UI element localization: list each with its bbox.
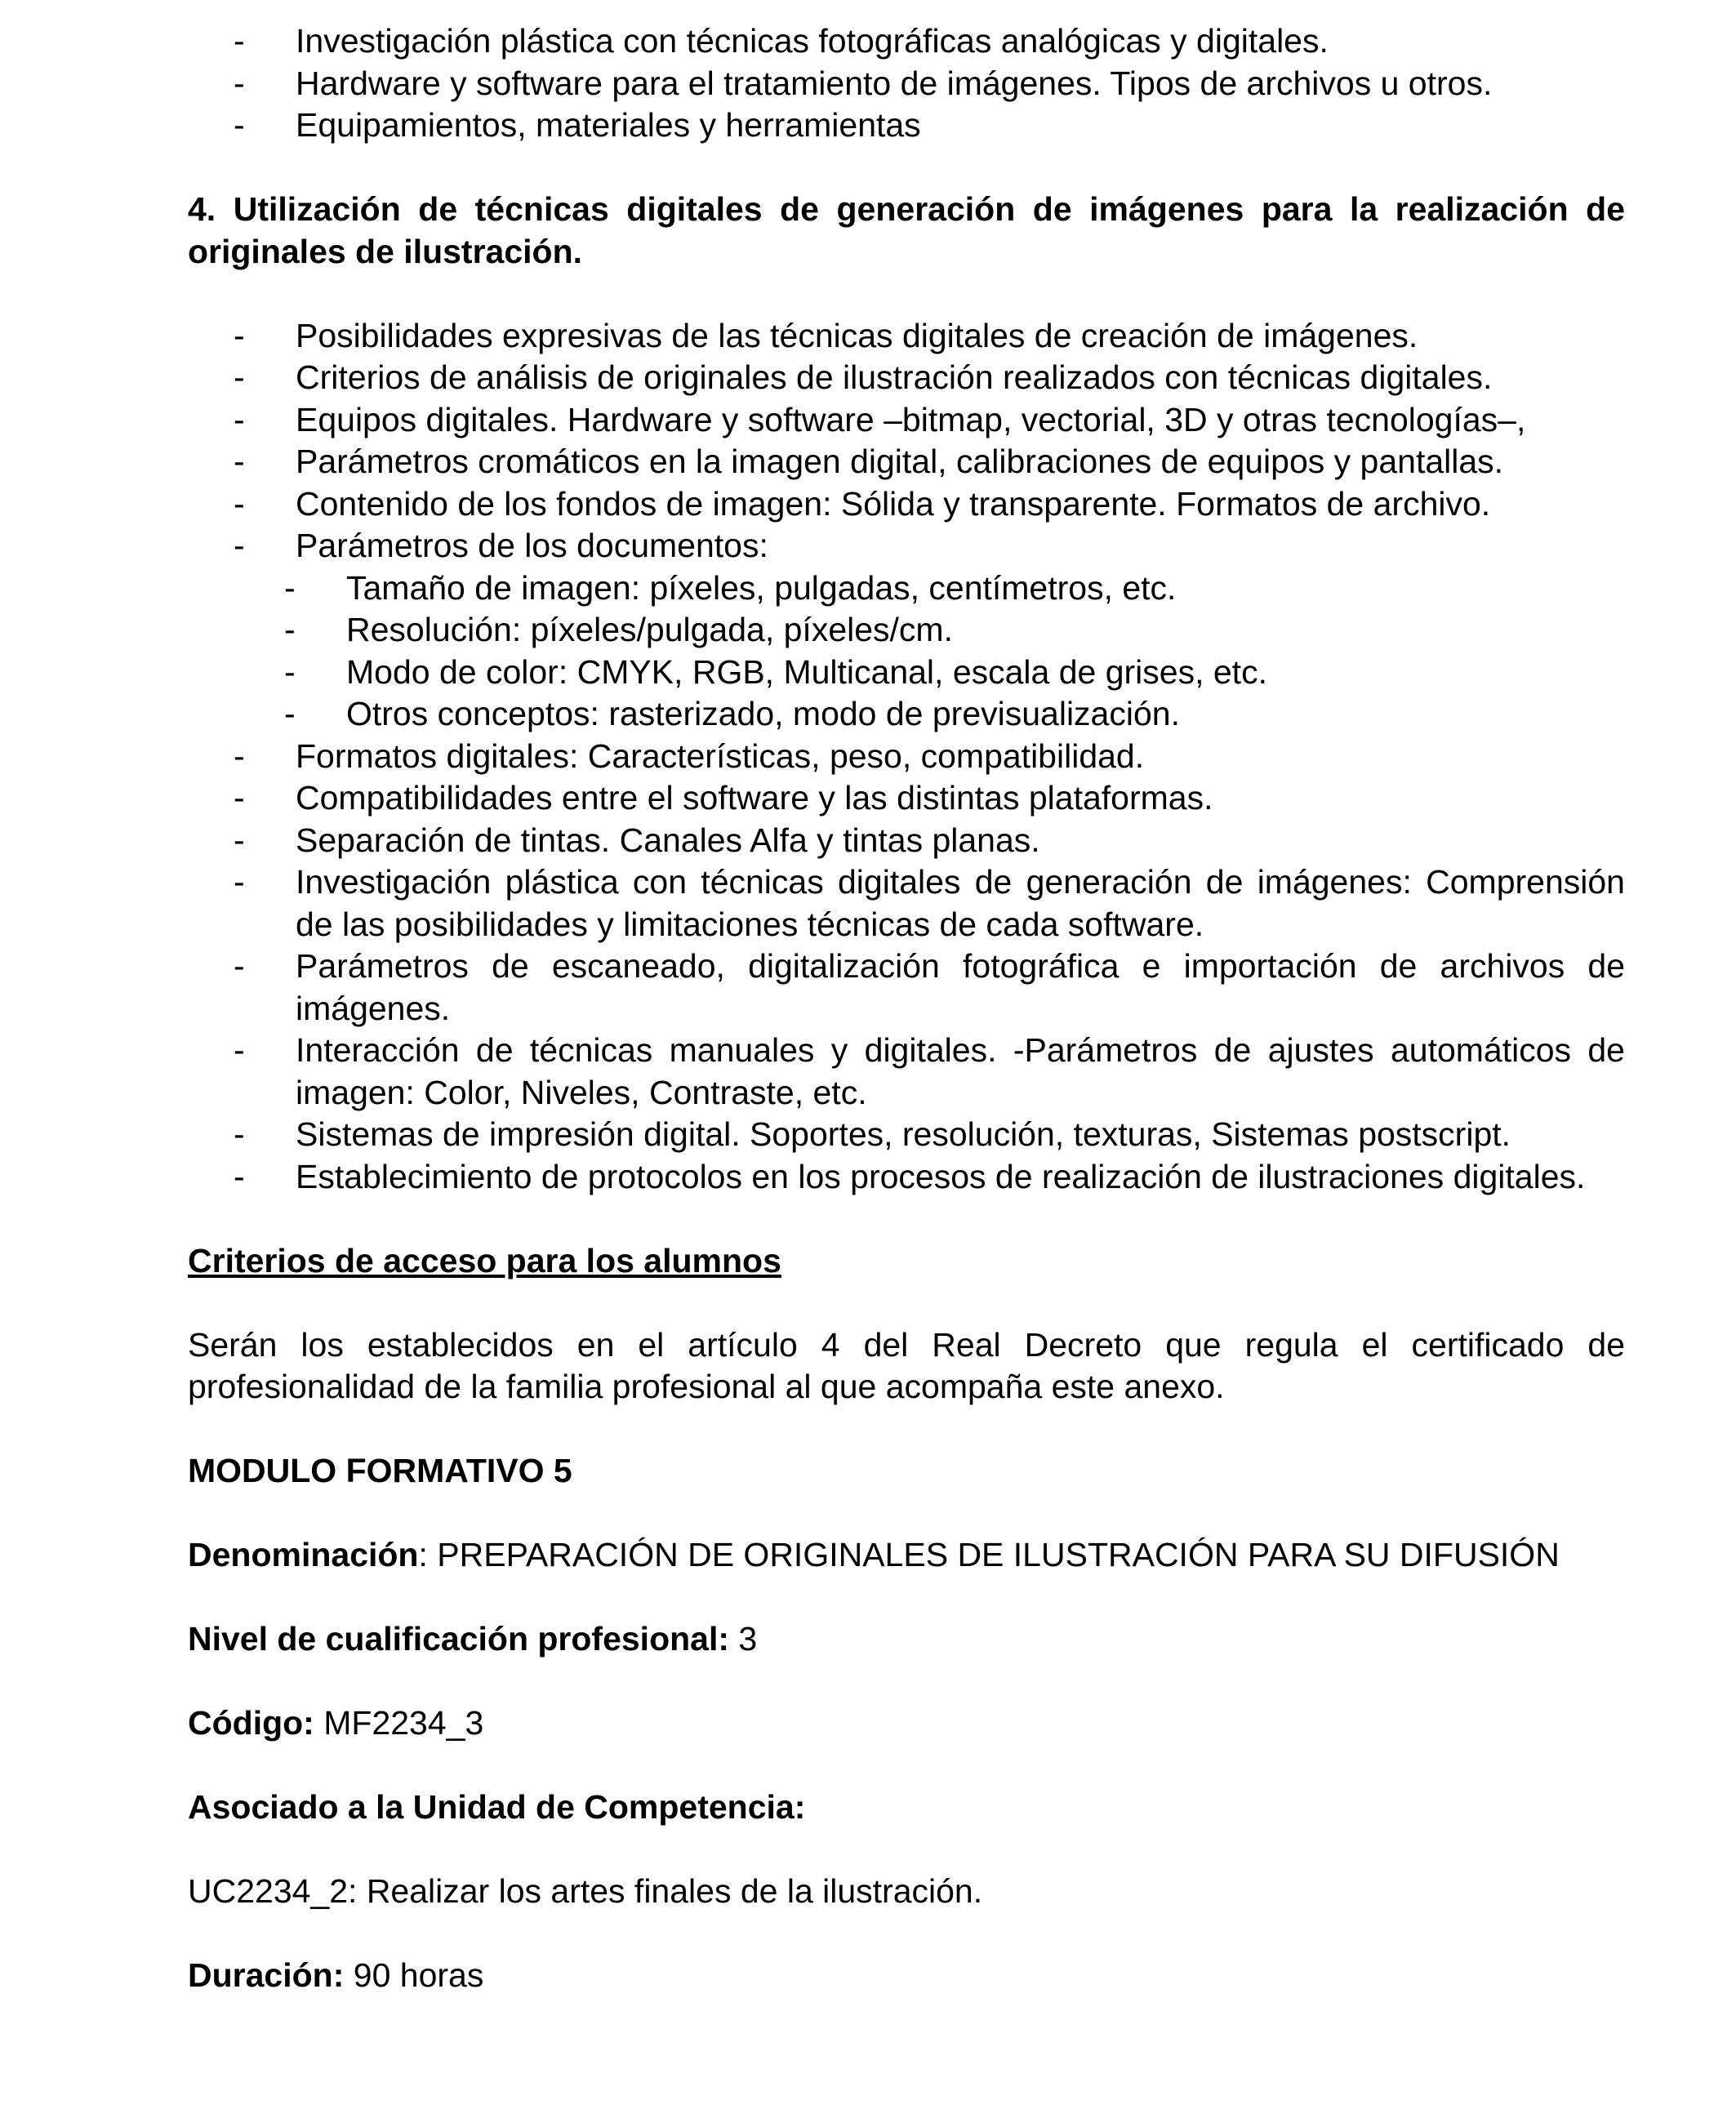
list-item: - Investigación plástica con técnicas fotográficas analógicas y digitales. (188, 20, 1625, 63)
access-text: Serán los establecidos en el artículo 4 del Real Decreto que regula el certificado de profesionalidad de la familia profesional al que acompaña este anexo. (188, 1325, 1625, 1405)
access-heading: Criterios de acceso para los alumnos (188, 1241, 781, 1279)
denominacion-value: PREPARACIÓN DE ORIGINALES DE ILUSTRACIÓN PARA SU DIFUSIÓN (437, 1536, 1560, 1573)
unidad-competencia: UC2234_2: Realizar los artes finales de la ilustración. (188, 1872, 983, 1910)
dash-bullet: - (234, 947, 245, 985)
dash-bullet: - (234, 527, 245, 564)
list-item: - Parámetros de escaneado, digitalización fotográfica e importación de archivos de imágenes. (234, 947, 1625, 1027)
dash-bullet: - (234, 863, 245, 901)
denominacion-label: Denominación (188, 1536, 419, 1573)
dash-bullet: - (234, 1115, 245, 1153)
list-item: - Posibilidades expresivas de las técnicas digitales de creación de imágenes. (188, 315, 1625, 358)
dash-bullet: - (234, 1031, 245, 1069)
module-title: MODULO FORMATIVO 5 (188, 1452, 572, 1489)
list-item-params: - Parámetros de los documentos: (188, 525, 1625, 567)
denominacion: Denominación: PREPARACIÓN DE ORIGINALES DE ILUSTRACIÓN PARA SU DIFUSIÓN (188, 1536, 1560, 1573)
dash-bullet: - (284, 652, 296, 691)
duracion-label: Duración: (188, 1956, 345, 1994)
dash-bullet: - (234, 316, 245, 354)
codigo (188, 1702, 1625, 1745)
codigo-value: MF2234_3 (323, 1704, 484, 1742)
dash-bullet: - (284, 695, 296, 732)
document-page (188, 20, 1625, 1997)
dash-bullet: - (234, 821, 245, 859)
dash-bullet: - (234, 1157, 245, 1195)
list-item: - Equipamientos, materiales y herramientas (188, 105, 1625, 147)
dash-bullet: - (234, 484, 245, 523)
sub-list-item: - Resolución: píxeles/pulgada, píxeles/cm. (188, 609, 1625, 652)
sub-list-item: - Otros conceptos: rasterizado, modo de previsualización. (188, 693, 1625, 736)
list-item: - Criterios de análisis de originales de ilustración realizados con técnicas digitales. (188, 357, 1625, 399)
sub-list-item: - Modo de color: CMYK, RGB, Multicanal, escala de grises, etc. (188, 652, 1625, 694)
list-item: - Sistemas de impresión digital. Soportes, resolución, texturas, Sistemas postscript. (188, 1114, 1625, 1156)
nivel-label: Nivel de cualificación profesional: (188, 1620, 730, 1658)
list-item: - Contenido de los fondos de imagen: Sólida y transparente. Formatos de archivo. (188, 483, 1625, 526)
nivel-cualificacion (188, 1618, 1625, 1661)
duracion-value: 90 horas (353, 1956, 484, 1994)
dash-bullet: - (234, 358, 245, 396)
dash-bullet: - (234, 736, 245, 775)
codigo-label: Código: (188, 1704, 314, 1742)
dash-bullet: - (284, 611, 296, 648)
list-item: - Investigación plástica con técnicas digitales de generación de imágenes: Comprensión de las posibilidades y limitaciones técnicas de cada software. (234, 863, 1625, 943)
section-4-list-continued (188, 736, 1625, 1199)
nivel-value: 3 (738, 1620, 758, 1658)
list-item: - Hardware y software para el tratamiento de imágenes. Tipos de archivos u otros. (188, 63, 1625, 105)
section-4-list (188, 315, 1625, 567)
list-item: - Interacción de técnicas manuales y digitales. -Parámetros de ajustes automáticos de imagen: Color, Niveles, Contraste, etc. (234, 1031, 1625, 1111)
asociado-label: Asociado a la Unidad de Competencia: (188, 1788, 806, 1826)
list-item: - Formatos digitales: Características, peso, compatibilidad. (188, 736, 1625, 778)
list-item: - Separación de tintas. Canales Alfa y tintas planas. (188, 820, 1625, 862)
dash-bullet: - (234, 64, 245, 102)
sub-list-item: - Tamaño de imagen: píxeles, pulgadas, centímetros, etc. (188, 567, 1625, 610)
section-4-heading: 4. Utilización de técnicas digitales de generación de imágenes para la realización de originales de ilustración. (188, 190, 1625, 270)
list-item: - Parámetros cromáticos en la imagen digital, calibraciones de equipos y pantallas. (188, 441, 1625, 483)
dash-bullet: - (234, 779, 245, 817)
dash-bullet: - (284, 568, 296, 607)
dash-bullet: - (234, 400, 245, 438)
duracion (188, 1955, 1625, 1997)
top-bullet-list (188, 20, 1625, 147)
list-item: - Compatibilidades entre el software y las distintas plataformas. (188, 777, 1625, 820)
dash-bullet: - (234, 443, 245, 480)
list-item: - Equipos digitales. Hardware y software –bitmap, vectorial, 3D y otras tecnologías–, (188, 399, 1625, 442)
list-item: - Establecimiento de protocolos en los procesos de realización de ilustraciones digitales. (188, 1156, 1625, 1199)
dash-bullet: - (234, 22, 245, 60)
dash-bullet: - (234, 106, 245, 144)
params-sublist (188, 567, 1625, 736)
